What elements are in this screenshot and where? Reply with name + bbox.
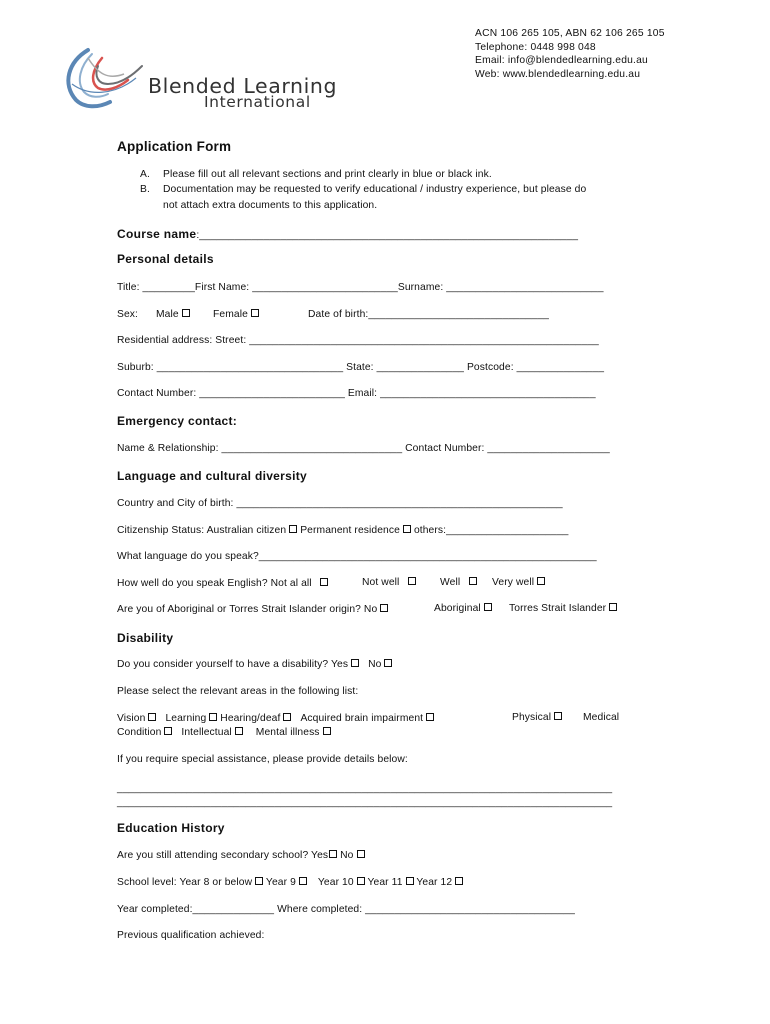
english-question	[117, 578, 328, 589]
year10-label: Year 10	[317, 877, 354, 888]
aboriginal-label: Aboriginal	[434, 603, 481, 614]
checkbox-icon[interactable]	[554, 712, 562, 720]
disability-heading: Disability	[117, 631, 174, 645]
course-name-row	[117, 225, 578, 243]
checkbox-icon[interactable]	[209, 713, 217, 721]
residential-address-field[interactable]: Residential address: Street: ____________________________________________________________	[117, 335, 599, 346]
condition-label: Condition	[117, 727, 162, 738]
male-label: Male	[156, 309, 179, 320]
previous-qualification-label: Previous qualification achieved:	[117, 930, 265, 941]
assistance-details-line-2[interactable]: _____________________________________________________________________________________	[117, 797, 613, 808]
email-line: Email: info@blendedlearning.edu.au	[475, 55, 648, 66]
checkbox-icon[interactable]	[455, 877, 463, 885]
checkbox-icon[interactable]	[403, 525, 411, 533]
no-label: No	[368, 659, 382, 670]
checkbox-icon[interactable]	[357, 877, 365, 885]
checkbox-icon[interactable]	[384, 659, 392, 667]
female-option[interactable]	[213, 309, 259, 320]
permanent-residence-label: Permanent residence	[300, 525, 400, 536]
suburb-state-postcode-field[interactable]: Suburb: ________________________________ State: _______________ Postcode: _______________	[117, 362, 605, 373]
physical-label: Physical	[512, 712, 552, 723]
aboriginal-question	[117, 604, 388, 615]
very-well-label: Very well	[492, 577, 535, 588]
checkbox-icon[interactable]	[609, 603, 617, 611]
acquired-brain-label: Acquired brain impairment	[300, 713, 424, 724]
english-label: How well do you speak English? Not al all	[117, 578, 312, 589]
aboriginal-option[interactable]	[434, 603, 492, 614]
title-name-fields[interactable]: Title: _________First Name: _________________________Surname: ___________________________	[117, 282, 604, 293]
checkbox-icon[interactable]	[299, 877, 307, 885]
physical-option[interactable]	[512, 712, 562, 723]
learning-label: Learning	[165, 713, 207, 724]
instruction-marker-b: B.	[140, 184, 150, 195]
special-assistance-text: If you require special assistance, please provide details below:	[117, 754, 408, 765]
secondary-question-label: Are you still attending secondary school? Yes	[117, 850, 329, 861]
mental-illness-label: Mental illness	[255, 727, 320, 738]
checkbox-icon[interactable]	[408, 577, 416, 585]
checkbox-icon[interactable]	[320, 578, 328, 586]
checkbox-icon[interactable]	[323, 727, 331, 735]
well-option[interactable]	[440, 577, 477, 588]
checkbox-icon[interactable]	[484, 603, 492, 611]
date-of-birth-field[interactable]: Date of birth:_______________________________	[308, 309, 549, 320]
year9-label: Year 9	[265, 877, 296, 888]
aboriginal-question-label: Are you of Aboriginal or Torres Strait Islander origin? No	[117, 604, 378, 615]
vision-label: Vision	[117, 713, 146, 724]
language-heading: Language and cultural diversity	[117, 469, 308, 483]
checkbox-icon[interactable]	[469, 577, 477, 585]
language-spoken-field[interactable]: What language do you speak?__________________________________________________________	[117, 551, 597, 562]
year-completed-field[interactable]: Year completed:______________ Where completed: ____________________________________	[117, 904, 575, 915]
instruction-a: Please fill out all relevant sections and print clearly in blue or black ink.	[163, 169, 492, 180]
checkbox-icon[interactable]	[329, 850, 337, 858]
year12-label: Year 12	[416, 877, 453, 888]
course-name-label: Course name	[117, 227, 197, 241]
male-option[interactable]	[156, 309, 190, 320]
checkbox-icon[interactable]	[406, 877, 414, 885]
hearing-label: Hearing/deaf	[220, 713, 281, 724]
country-of-birth-field[interactable]: Country and City of birth: ________________________________________________________	[117, 498, 563, 509]
checkbox-icon[interactable]	[380, 604, 388, 612]
intellectual-label: Intellectual	[181, 727, 232, 738]
web-line: Web: www.blendedlearning.edu.au	[475, 68, 641, 80]
checkbox-icon[interactable]	[235, 727, 243, 735]
logo-subname: International	[204, 93, 311, 111]
checkbox-icon[interactable]	[251, 309, 259, 317]
checkbox-icon[interactable]	[182, 309, 190, 317]
checkbox-icon[interactable]	[283, 713, 291, 721]
female-label: Female	[213, 309, 248, 320]
course-name-field[interactable]: :_________________________________________________________________	[196, 230, 579, 241]
select-areas-text: Please select the relevant areas in the following list:	[117, 686, 359, 697]
logo-name: Blended Learning	[148, 74, 338, 98]
disability-areas-row-1	[117, 713, 434, 724]
checkbox-icon[interactable]	[357, 850, 365, 858]
medical-label: Medical	[583, 712, 620, 723]
checkbox-icon[interactable]	[351, 659, 359, 667]
sex-label: Sex:	[117, 309, 139, 320]
checkbox-icon[interactable]	[164, 727, 172, 735]
very-well-option[interactable]	[492, 577, 545, 588]
acn-abn-line: ACN 106 265 105, ABN 62 106 265 105	[475, 28, 665, 39]
school-level-row	[117, 877, 463, 888]
instruction-b: Documentation may be requested to verify educational / industry experience, but please do	[163, 184, 587, 195]
disability-question	[117, 659, 392, 670]
checkbox-icon[interactable]	[289, 525, 297, 533]
checkbox-icon[interactable]	[426, 713, 434, 721]
others-field[interactable]: others:_____________________	[413, 525, 569, 536]
citizenship-label: Citizenship Status: Australian citizen	[117, 525, 287, 536]
education-history-heading: Education History	[117, 821, 225, 835]
page-title: Application Form	[117, 139, 232, 154]
checkbox-icon[interactable]	[537, 577, 545, 585]
assistance-details-line-1[interactable]: _____________________________________________________________________________________	[117, 783, 613, 794]
citizenship-row	[117, 525, 568, 536]
emergency-contact-field[interactable]: Name & Relationship: _______________________________ Contact Number: _____________________	[117, 443, 610, 454]
secondary-school-question	[117, 850, 365, 861]
emergency-contact-heading: Emergency contact:	[117, 414, 238, 428]
secondary-no-label: No	[340, 850, 354, 861]
checkbox-icon[interactable]	[255, 877, 263, 885]
company-contact-block	[475, 27, 665, 81]
well-label: Well	[440, 577, 461, 588]
telephone-line: Telephone: 0448 998 048	[475, 41, 596, 53]
instruction-b-continued: not attach extra documents to this application.	[163, 200, 378, 211]
school-level-label: School level: Year 8 or below	[117, 877, 253, 888]
swoosh-logo-icon	[58, 44, 158, 112]
personal-details-heading: Personal details	[117, 252, 214, 266]
contact-number-email-field[interactable]: Contact Number: _________________________ Email: _____________________________________	[117, 388, 596, 399]
not-well-label: Not well	[362, 577, 400, 588]
not-well-option[interactable]	[362, 577, 416, 588]
year11-label: Year 11	[367, 877, 403, 888]
torres-strait-option[interactable]	[509, 603, 617, 614]
torres-strait-label: Torres Strait Islander	[509, 603, 607, 614]
instruction-marker-a: A.	[140, 169, 150, 180]
checkbox-icon[interactable]	[148, 713, 156, 721]
disability-question-label: Do you consider yourself to have a disability? Yes	[117, 659, 349, 670]
disability-areas-row-2	[117, 727, 331, 738]
